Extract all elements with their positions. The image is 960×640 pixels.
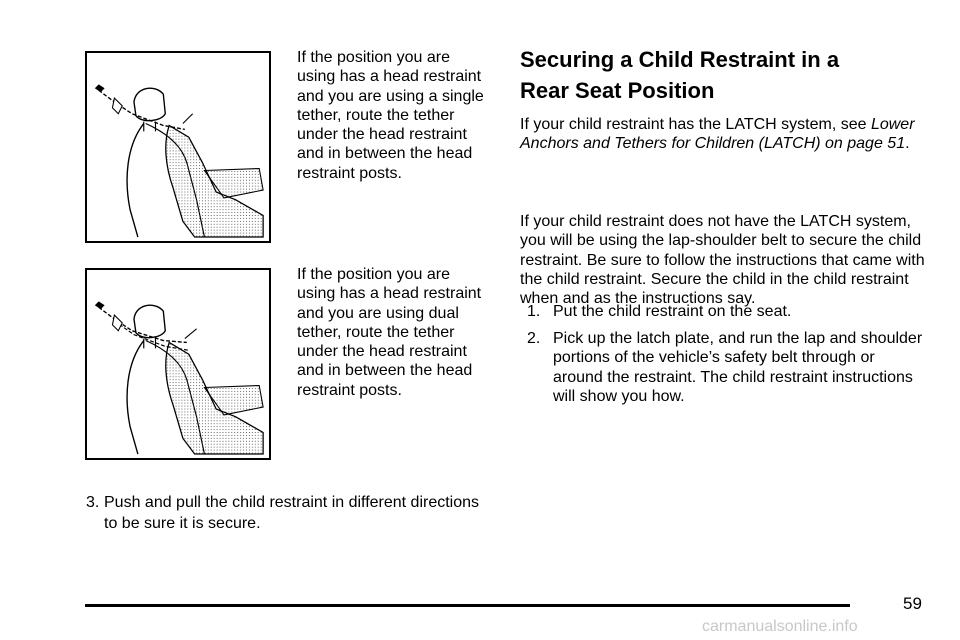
step-text: Push and pull the child restraint in different directions to be sure it is secure. [104,494,480,532]
heading-line-1: Securing a Child Restraint in a [520,47,840,72]
footer-rule [85,604,850,607]
step-number: 2. [527,329,541,347]
lap-shoulder-paragraph: If your child restraint does not have the LATCH system, you will be using the lap-shoulder belt to secure the child restraint. Be sure to follow the instructions that came with the child restraint. Secure the child in the child restraint when and as the instructions say. [520,213,925,308]
heading-line-2: Rear Seat Position [520,78,715,103]
step-number: 3. [86,494,100,511]
section-heading [520,44,920,106]
seat-tether-drawing [87,270,269,458]
latch-paragraph-text: If your child restraint has the LATCH system, see [520,116,867,133]
single-tether-illustration [85,51,271,243]
single-tether-caption: If the position you are using has a head restraint and you are using a single tether, route the tether under the head restraint and in between the head restraint posts. [297,49,484,182]
latch-paragraph [520,115,925,154]
dual-tether-caption: If the position you are using has a head restraint and you are using dual tether, route the tether under the head restraint and in between the head restraint posts. [297,266,482,399]
dual-tether-illustration [85,268,271,460]
list-item [527,329,927,407]
step-text: Pick up the latch plate, and run the lap and shoulder portions of the vehicle’s safety belt through or around the restraint. The child restraint instructions will show you how. [553,329,923,406]
list-item [527,302,927,322]
seat-tether-drawing [87,53,269,241]
watermark: carmanualsonline.info [702,618,858,635]
steps-list [527,302,927,414]
step-3 [86,492,486,534]
latch-cross-reference: Lower Anchors and Tethers for Children (LATCH) on page 51 [520,116,915,153]
latch-paragraph-end: . [905,135,910,153]
step-number: 1. [527,303,541,320]
step-text: Put the child restraint on the seat. [553,303,792,320]
page-number: 59 [903,594,922,613]
